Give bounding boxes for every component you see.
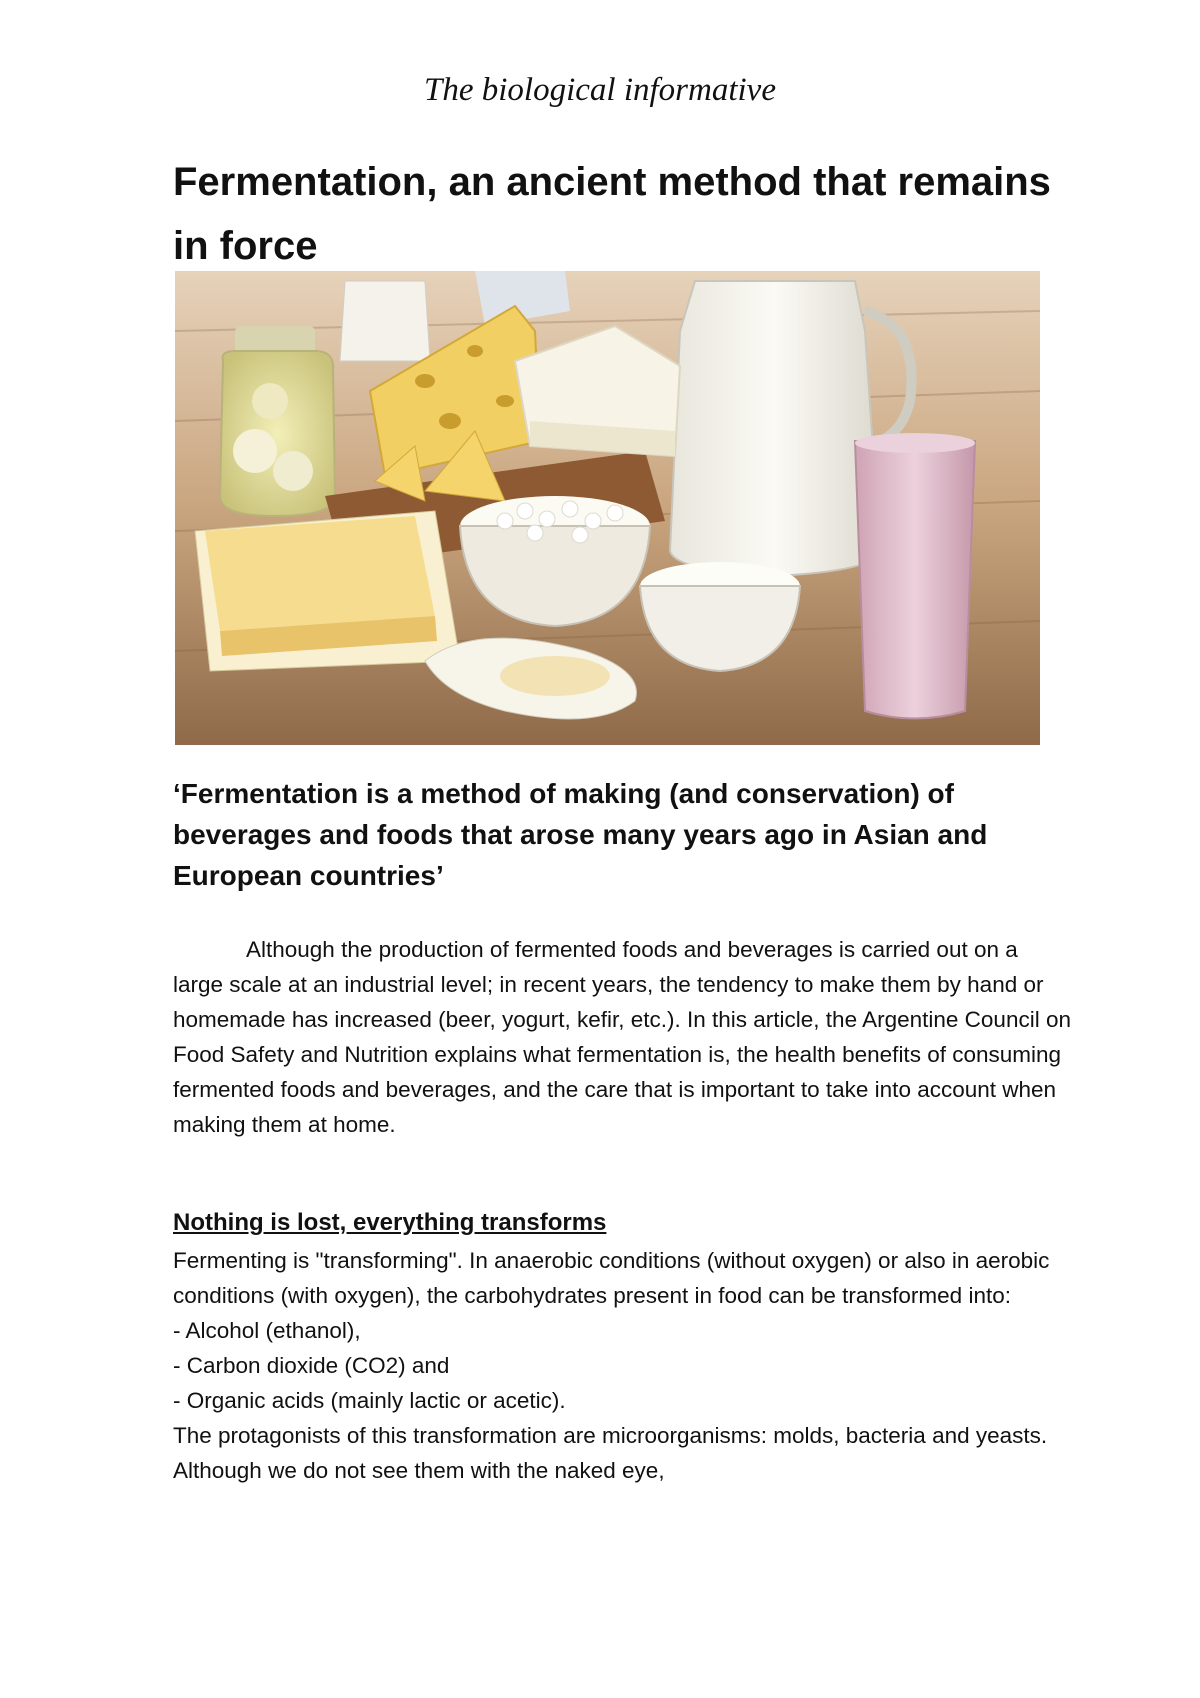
list-item: - Organic acids (mainly lactic or acetic). xyxy=(173,1388,566,1413)
pickle-jar xyxy=(220,326,335,516)
transformation-list xyxy=(173,1313,1073,1418)
section-lead: Fermenting is "transforming". In anaerobic conditions (without oxygen) or also in aerobic conditions (with oxygen), the carbohydrates present in food can be transformed into: xyxy=(173,1248,1050,1308)
milk-glass xyxy=(340,281,430,361)
section-heading: Nothing is lost, everything transforms xyxy=(173,1209,607,1236)
list-item: - Carbon dioxide (CO2) and xyxy=(173,1353,450,1378)
hero-image xyxy=(175,271,1040,745)
berry-drink xyxy=(855,433,975,719)
section-body xyxy=(173,1243,1073,1488)
section-closing: The protagonists of this transformation are microorganisms: molds, bacteria and yeasts. Although we do not see them with the naked eye, xyxy=(173,1423,1048,1483)
intro-paragraph: Although the production of fermented foods and beverages is carried out on a large scale at an industrial level; in recent years, the tendency to make them by hand or homemade has increased (beer, yogurt, kefir, etc.). In this article, the Argentine Council on Food Safety and Nutrition explains what fermentation is, the health benefits of consuming fermented foods and beverages, and the care that is important to take into account when making them at home. xyxy=(173,937,1071,1137)
pull-quote: ‘Fermentation is a method of making (and conservation) of beverages and foods that arose many years ago in Asian and European countries’ xyxy=(173,778,988,891)
article-title: Fermentation, an ancient method that remains in force xyxy=(173,160,1051,268)
list-item: - Alcohol (ethanol), xyxy=(173,1318,361,1343)
dairy-products-illustration xyxy=(175,271,1040,745)
butter-block xyxy=(195,511,460,671)
publication-header: The biological informative xyxy=(424,72,776,108)
